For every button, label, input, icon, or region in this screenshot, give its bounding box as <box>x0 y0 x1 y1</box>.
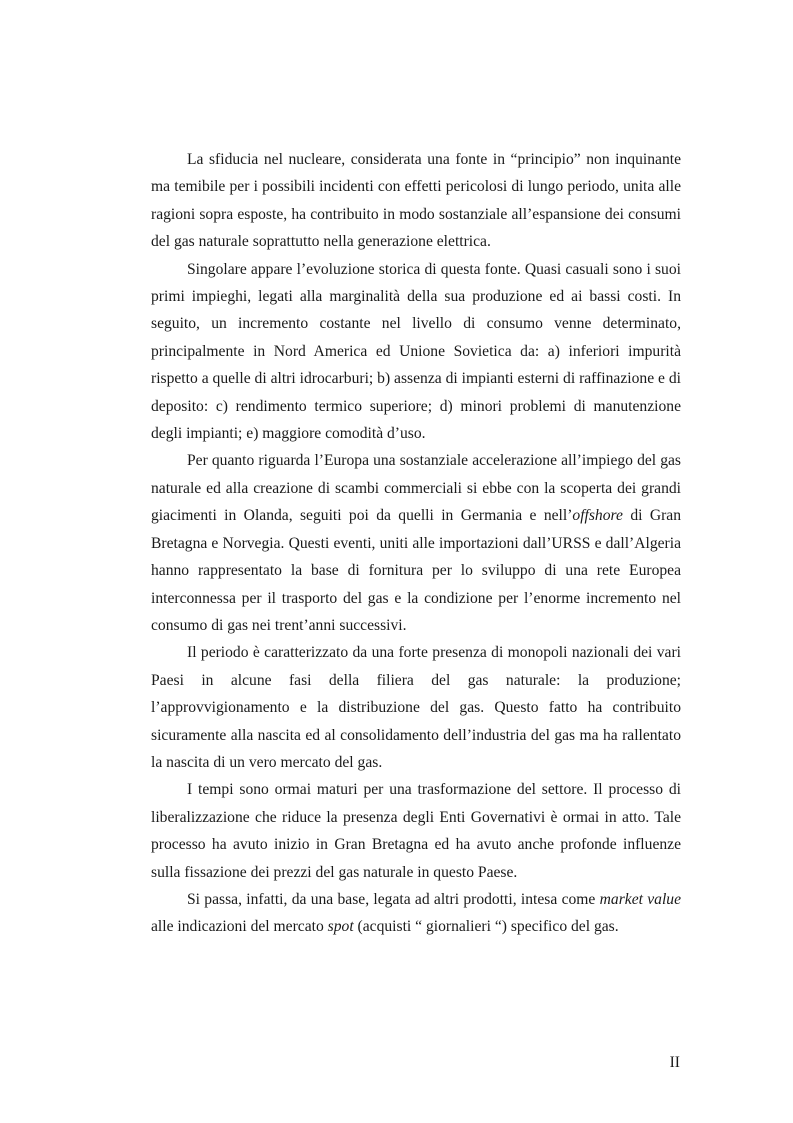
page-number: II <box>669 1054 680 1071</box>
paragraph-6 <box>151 886 681 941</box>
italic-term: market value <box>599 890 682 908</box>
paragraph-3 <box>151 447 681 639</box>
paragraph-2 <box>151 256 681 448</box>
paragraph-text: Si passa, infatti, da una base, legata ad altri prodotti, intesa come <box>187 890 600 908</box>
paragraph-text: I tempi sono ormai maturi per una trasformazione del settore. Il processo di liberalizzazione che riduce la presenza degli Enti Governativi è ormai in atto. Tale processo ha avuto inizio in Gran Bretagna ed ha avuto anche profonde influenze sulla fissazione dei prezzi del gas naturale in questo Paese. <box>151 781 681 881</box>
paragraph-4 <box>151 639 681 776</box>
paragraph-text: di Gran Bretagna e Norvegia. Questi eventi, uniti alle importazioni dall’URSS e dall’Algeria hanno rappresentato la base di fornitura per lo sviluppo di una rete Europea interconnessa per il trasporto del gas e la condizione per l’enorme incremento nel consumo di gas nei trent’anni successivi. <box>151 507 681 634</box>
document-body <box>151 146 681 941</box>
paragraph-text: La sfiducia nel nucleare, considerata una fonte in “principio” non inquinante ma temibile per i possibili incidenti con effetti pericolosi di lungo periodo, unita alle ragioni sopra esposte, ha contribuito in modo sostanziale all’espansione dei consumi del gas naturale soprattutto nella generazione elettrica. <box>151 151 681 251</box>
paragraph-text: Il periodo è caratterizzato da una forte presenza di monopoli nazionali dei vari Paesi in alcune fasi della filiera del gas naturale: la produzione; l’approvvigionamento e la distribuzione del gas. Questo fatto ha contribuito sicuramente alla nascita ed al consolidamento dell’industria del gas ma ha rallentato la nascita di un vero mercato del gas. <box>151 644 681 771</box>
italic-term: spot <box>327 918 354 936</box>
paragraph-5 <box>151 776 681 886</box>
paragraph-text: (acquisti “ giornalieri “) specifico del gas. <box>353 918 619 936</box>
italic-term: offshore <box>572 507 623 525</box>
paragraph-1 <box>151 146 681 256</box>
paragraph-text: Per quanto riguarda l’Europa una sostanziale accelerazione all’impiego del gas naturale ed alla creazione di scambi commerciali si ebbe con la scoperta dei grandi giacimenti in Olanda, seguiti poi da quelli in Germania e nell’ <box>151 452 681 525</box>
paragraph-text: Singolare appare l’evoluzione storica di questa fonte. Quasi casuali sono i suoi primi impieghi, legati alla marginalità della sua produzione ed ai bassi costi. In seguito, un incremento costante nel livello di consumo venne determinato, principalmente in Nord America ed Unione Sovietica da: a) inferiori impurità rispetto a quelle di altri idrocarburi; b) assenza di impianti esterni di raffinazione e di deposito: c) rendimento termico superiore; d) minori problemi di manutenzione degli impianti; e) maggiore comodità d’uso. <box>151 260 681 443</box>
paragraph-text: alle indicazioni del mercato <box>151 918 328 936</box>
